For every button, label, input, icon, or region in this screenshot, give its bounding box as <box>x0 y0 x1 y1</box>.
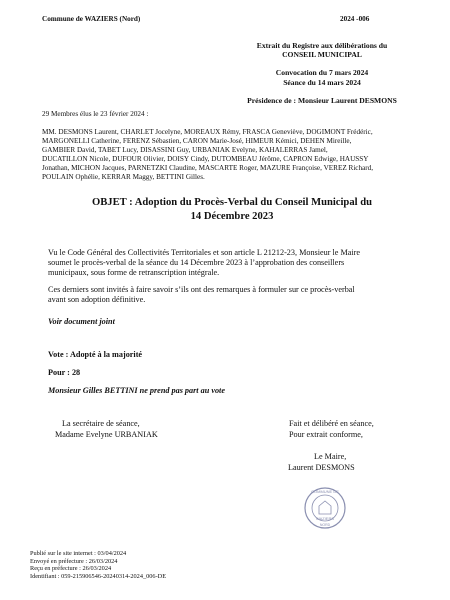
extract-block <box>222 41 422 105</box>
members-line: Jonathan, MICHON Jacques, PARNETZKI Claudine, MASCARTE Roger, MAZURE Françoise, VEREZ Richard, <box>42 164 374 172</box>
maire-label: Le Maire, <box>314 452 347 461</box>
footer-recu: Reçu en préfecture : 26/03/2024 <box>30 565 112 573</box>
extrait-conforme: Pour extrait conforme, <box>289 430 363 439</box>
objet-title <box>42 196 422 224</box>
maire-name: Laurent DESMONS <box>288 463 355 472</box>
secretary-label: La secrétaire de séance, <box>62 419 140 428</box>
body-paragraph-2 <box>48 285 423 305</box>
extract-line2: CONSEIL MUNICIPAL <box>282 50 362 60</box>
body-line: soumet le procès-verbal de la séance du 14 Décembre 2023 à l’approbation des conseillers <box>48 258 345 267</box>
members-line: GAMBIER David, TABET Lucy, DISASSINI Guy, URBANIAK Evelyne, KAHALERRAS Jamel, <box>42 146 328 154</box>
seal-middle-text: WAZIERS <box>315 516 335 521</box>
members-line: DUCATILLON Nicole, DUFOUR Olivier, DOISY Cindy, DUTOMBEAU Jérôme, CAPRON Edwige, HAUSSY <box>42 155 369 163</box>
body-paragraph-1 <box>48 248 418 278</box>
municipal-seal-icon <box>303 486 347 530</box>
vote-note: Monsieur Gilles BETTINI ne prend pas part au vote <box>48 386 225 395</box>
convocation-date: Convocation du 7 mars 2024 <box>275 68 369 78</box>
body-line: avant son adoption définitive. <box>48 295 146 304</box>
members-line: MM. DESMONS Laurent, CHARLET Jocelyne, MOREAUX Rémy, FRASCA Geneviève, DOGIMONT Frédéric, <box>42 128 373 136</box>
footer-envoye: Envoyé en préfecture : 26/03/2024 <box>30 557 118 565</box>
body-line: Ces derniers sont invités à faire savoir s’ils ont des remarques à formuler sur ce procès-verbal <box>48 285 355 294</box>
extract-line1: Extrait du Registre aux délibérations du <box>256 41 388 50</box>
voir-document: Voir document joint <box>48 317 115 326</box>
footer-block <box>30 550 166 580</box>
members-line: POULAIN Ophélie, KERRAR Maggy, BETTINI Gilles. <box>42 173 205 181</box>
vote-pour: Pour : 28 <box>48 368 81 377</box>
members-list <box>42 128 422 182</box>
footer-identifiant: Identifiant : 059-215906546-20240314-2024_006-DE <box>30 572 167 580</box>
fait-delibere: Fait et délibéré en séance, <box>289 419 374 428</box>
seance-date: Séance du 14 mars 2024 <box>283 77 361 87</box>
footer-publie: Publié sur le site internet : 03/04/2024 <box>30 550 127 557</box>
body-line: municipaux, sous forme de retranscription intégrale. <box>48 268 220 277</box>
presidence: Présidence de : Monsieur Laurent DESMONS <box>247 95 397 105</box>
commune-name: Commune de WAZIERS (Nord) <box>42 15 141 23</box>
objet-line1: OBJET : Adoption du Procès-Verbal du Conseil Municipal du <box>91 197 372 208</box>
members-line: MARGONELLI Catherine, FERENZ Sébastien, CARON Marie-José, HIMEUR Kémici, DEHEN Mireille, <box>42 137 352 145</box>
body-line: Vu le Code Général des Collectivités Territoriales et son article L 21212-23, Monsieur le Maire <box>48 248 361 257</box>
secretary-name: Madame Evelyne URBANIAK <box>55 430 158 439</box>
objet-line2: 14 Décembre 2023 <box>190 211 274 222</box>
deliberation-ref: 2024 -006 <box>340 15 370 23</box>
vote-result: Vote : Adopté à la majorité <box>48 350 143 359</box>
seal-bottom-text: NORD <box>319 523 331 527</box>
seal-top-text: COMMUNE DE <box>311 489 339 494</box>
members-count: 29 Membres élus le 23 février 2024 : <box>42 110 149 118</box>
